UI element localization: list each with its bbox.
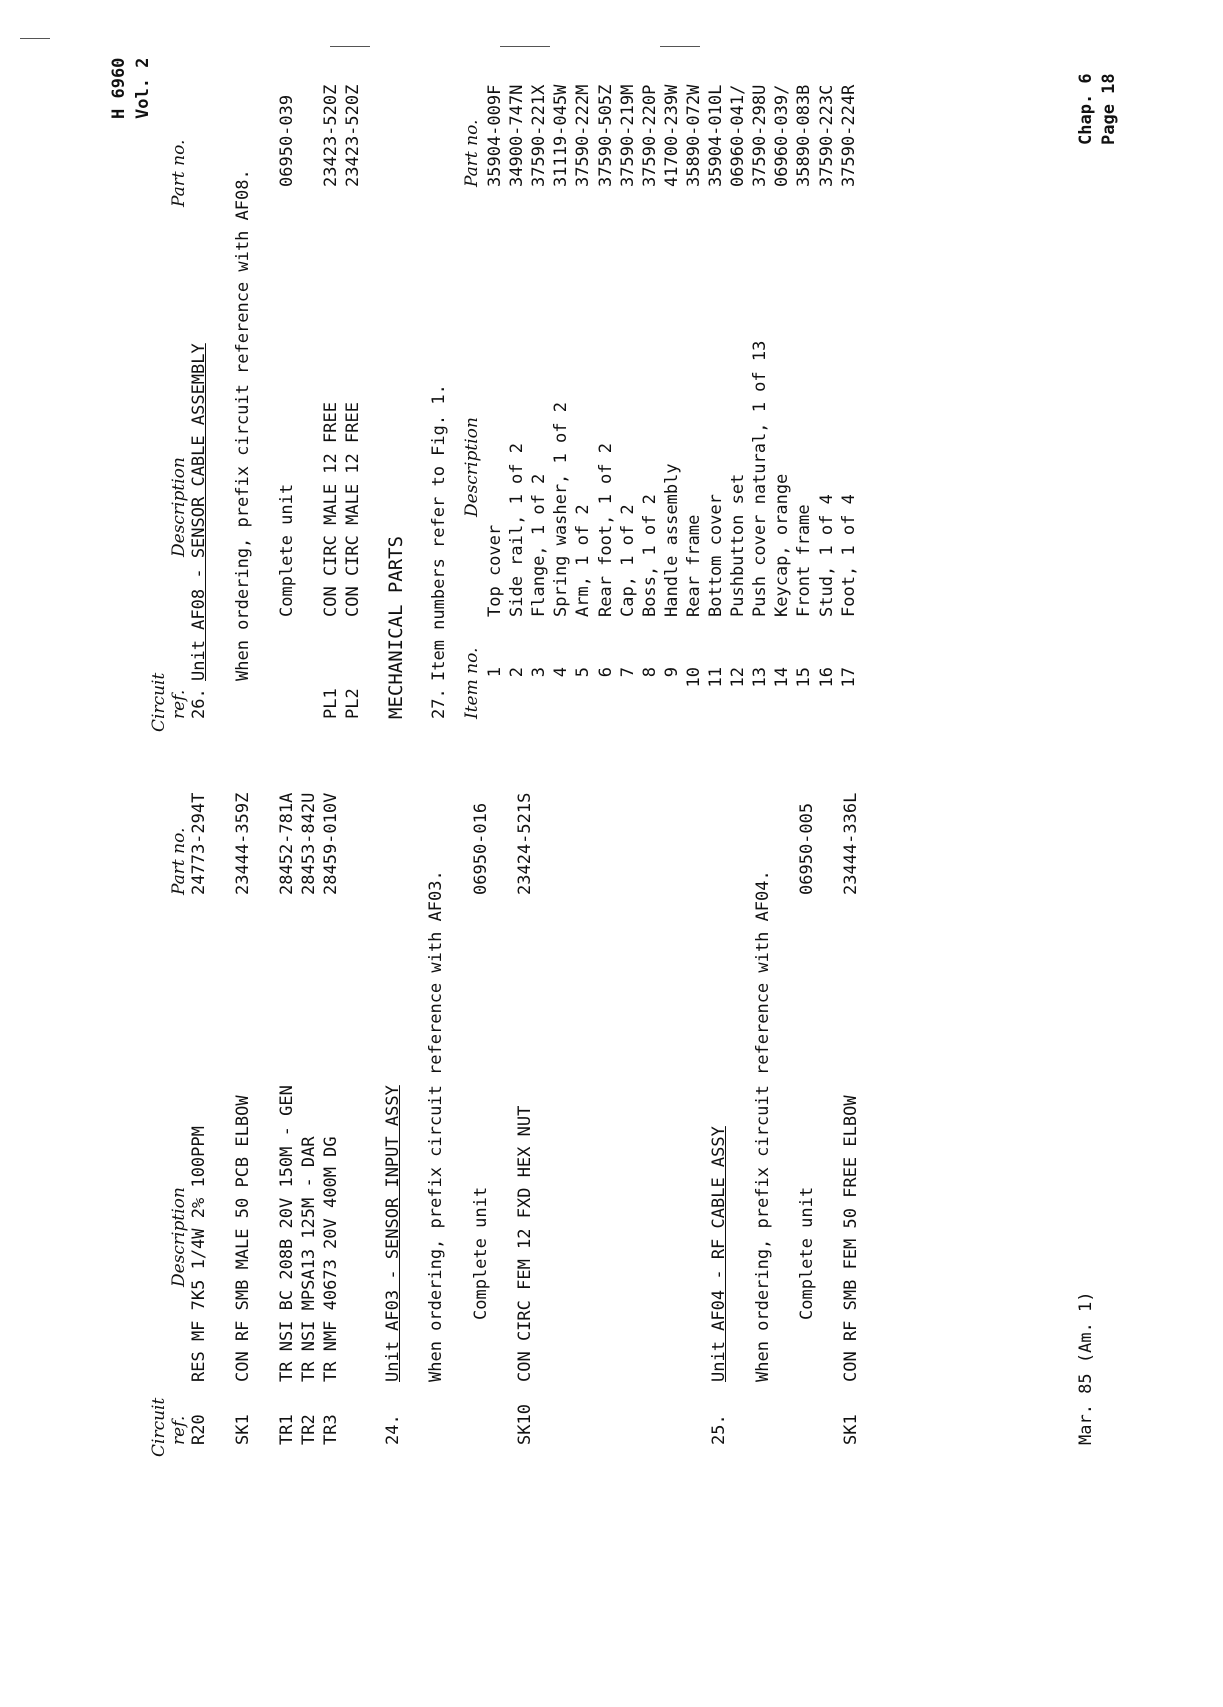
part-description: CON CIRC MALE 12 FREE [321, 402, 341, 617]
part-description: TR NSI MPSA13 125M - DAR [299, 1136, 319, 1382]
mech-item-part-number: 37590-219M [617, 84, 638, 187]
mech-item-number: 8 [639, 667, 660, 678]
section-24-note: When ordering, prefix circuit reference with AF03. [426, 870, 446, 1382]
part-description: CON RF SMB MALE 50 PCB ELBOW [233, 1095, 253, 1382]
section-26-note: When ordering, prefix circuit reference with AF08. [233, 169, 253, 681]
scan-mark [660, 46, 700, 47]
mech-item-description: Pushbutton set [728, 473, 749, 617]
mech-item-description: Spring washer, 1 of 2 [551, 402, 572, 617]
mech-item-description: Top cover [485, 524, 505, 617]
left-description-header: Description [169, 1187, 189, 1287]
doc-number: H 6960 [109, 57, 129, 119]
part-description: RES MF 7K5 1/4W 2% 100PPM [189, 1126, 209, 1382]
right-partno-header: Part no. [169, 139, 189, 207]
mech-item-description: Front frame [794, 504, 815, 617]
part-ref: SK1 [841, 1414, 861, 1445]
mech-item-description: Boss, 1 of 2 [639, 494, 660, 617]
mech-item-number: 5 [573, 667, 594, 678]
right-ref-header: ref. [169, 689, 189, 719]
part-number: 28452-781A [277, 792, 297, 895]
mechanical-parts-title: MECHANICAL PARTS [385, 535, 407, 719]
footer-page: Page 18 [1099, 73, 1119, 145]
scan-mark [20, 38, 50, 39]
mech-item-number: 12 [728, 667, 749, 688]
mech-item-number: 9 [661, 667, 682, 678]
mech-item-number: 11 [706, 667, 726, 688]
part-ref: R20 [189, 1414, 209, 1445]
mech-item-part-number: 35904-009F [485, 84, 505, 187]
section-24-title: Unit AF03 - SENSOR INPUT ASSY [383, 1085, 403, 1382]
mech-item-part-number: 31119-045W [551, 84, 572, 187]
mech-item-number: 10 [683, 667, 704, 688]
mech-item-number: 13 [750, 667, 771, 688]
part-description: TR NSI BC 208B 20V 150M - GEN [277, 1085, 297, 1382]
part-description: CON CIRC FEM 12 FXD HEX NUT [515, 1105, 535, 1382]
section-27-note: Item numbers refer to Fig. 1. [429, 384, 449, 681]
mech-item-description: Cap, 1 of 2 [617, 504, 638, 617]
left-partno-header: Part no. [169, 827, 189, 895]
mech-item-description: Foot, 1 of 4 [838, 494, 859, 617]
mech-item-number: 7 [617, 667, 638, 678]
mech-item-number: 15 [794, 667, 815, 688]
part-number: 28459-010V [321, 792, 341, 895]
mech-item-description: Flange, 1 of 2 [529, 473, 550, 617]
mech-item-part-number: 37590-223C [816, 84, 837, 187]
mech-item-number: 6 [595, 667, 616, 678]
part-ref: PL1 [321, 688, 341, 719]
part-description: CON RF SMB FEM 50 FREE ELBOW [841, 1095, 861, 1382]
section-26-complete-part: 06950-039 [277, 94, 297, 187]
part-number: 23423-520Z [343, 84, 363, 187]
mech-item-part-number: 06960-041/ [728, 84, 749, 187]
mech-item-part-number: 35890-072W [683, 84, 704, 187]
section-25-number: 25. [709, 1414, 729, 1445]
mech-partno-header: Part no. [462, 119, 482, 187]
section-25-title: Unit AF04 - RF CABLE ASSY [709, 1126, 729, 1382]
section-26-title: Unit AF08 - SENSOR CABLE ASSEMBLY [189, 343, 209, 681]
section-27-number: 27. [429, 688, 449, 719]
part-ref: SK10 [515, 1404, 535, 1445]
mech-item-description: Rear frame [683, 514, 704, 617]
mech-item-part-number: 35904-010L [706, 84, 726, 187]
left-circuit-header: Circuit [149, 1397, 169, 1457]
left-ref-header: ref. [169, 1415, 189, 1445]
right-description-header: Description [169, 457, 189, 557]
mech-item-description: Bottom cover [706, 494, 726, 617]
part-ref: TR1 [277, 1414, 297, 1445]
section-24-complete-label: Complete unit [471, 1186, 491, 1320]
mech-item-number: 17 [838, 667, 859, 688]
part-ref: PL2 [343, 688, 363, 719]
mech-item-part-number: 37590-222M [573, 84, 594, 187]
mech-item-number: 2 [507, 667, 528, 678]
section-24-complete-part: 06950-016 [471, 802, 491, 895]
footer-date: Mar. 85 (Am. 1) [1076, 1291, 1096, 1445]
section-26-complete-label: Complete unit [277, 483, 297, 617]
mech-description-header: Description [462, 417, 482, 517]
mech-item-description: Stud, 1 of 4 [816, 494, 837, 617]
mech-item-number: 14 [772, 667, 793, 688]
section-24-number: 24. [383, 1414, 403, 1445]
part-ref: TR2 [299, 1414, 319, 1445]
item-no-header: Item no. [462, 647, 482, 719]
scan-mark [500, 46, 550, 47]
section-25-complete-label: Complete unit [797, 1186, 817, 1320]
part-number: 23423-520Z [321, 84, 341, 187]
mech-item-number: 1 [485, 667, 505, 678]
section-25-note: When ordering, prefix circuit reference with AF04. [753, 870, 773, 1382]
mech-item-number: 16 [816, 667, 837, 688]
footer-chapter: Chap. 6 [1076, 73, 1096, 145]
volume-label: Vol. 2 [133, 57, 153, 119]
mech-item-part-number: 37590-220P [639, 84, 660, 187]
mech-item-part-number: 37590-298U [750, 84, 771, 187]
mech-item-description: Arm, 1 of 2 [573, 504, 594, 617]
part-number: 28453-842U [299, 792, 319, 895]
right-circuit-header: Circuit [149, 672, 169, 732]
mech-item-part-number: 37590-224R [838, 84, 859, 187]
mech-item-number: 4 [551, 667, 572, 678]
mech-item-description: Side rail, 1 of 2 [507, 443, 528, 617]
scan-mark [330, 46, 370, 47]
mech-item-description: Rear foot, 1 of 2 [595, 443, 616, 617]
mech-item-description: Push cover natural, 1 of 13 [750, 340, 771, 617]
section-26-number: 26. [189, 688, 209, 719]
mech-item-part-number: 37590-505Z [595, 84, 616, 187]
part-number: 23444-336L [841, 792, 861, 895]
mech-item-part-number: 35890-083B [794, 84, 815, 187]
part-number: 23424-521S [515, 792, 535, 895]
mech-item-part-number: 06960-039/ [772, 84, 793, 187]
mech-item-description: Keycap, orange [772, 473, 793, 617]
mech-item-number: 3 [529, 667, 550, 678]
part-ref: TR3 [321, 1414, 341, 1445]
part-ref: SK1 [233, 1414, 253, 1445]
part-description: TR NMF 40673 20V 400M DG [321, 1136, 341, 1382]
mech-item-part-number: 34900-747N [507, 84, 528, 187]
part-number: 23444-359Z [233, 792, 253, 895]
part-description: CON CIRC MALE 12 FREE [343, 402, 363, 617]
mech-item-part-number: 41700-239W [661, 84, 682, 187]
mech-item-description: Handle assembly [661, 463, 682, 617]
section-25-complete-part: 06950-005 [797, 802, 817, 895]
part-number: 24773-294T [189, 792, 209, 895]
mech-item-part-number: 37590-221X [529, 84, 550, 187]
